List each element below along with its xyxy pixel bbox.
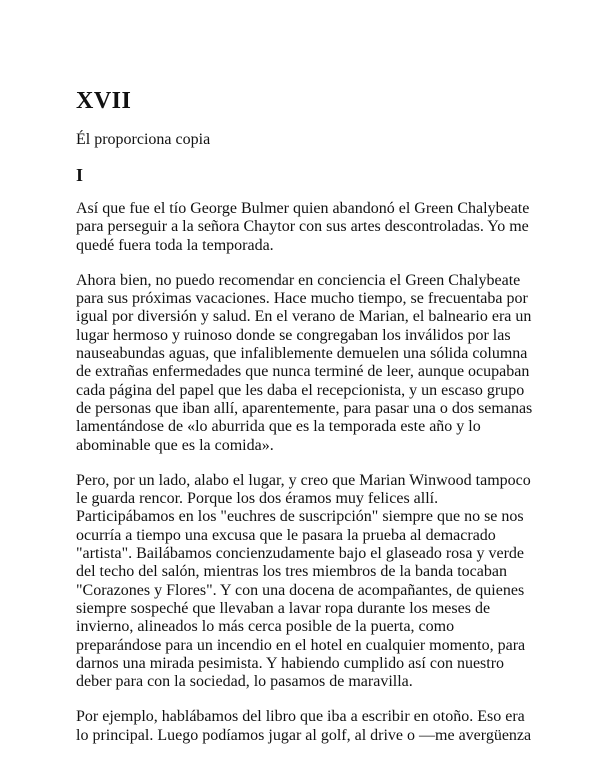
paragraph: Pero, por un lado, alabo el lugar, y creo que Marian Winwood tampoco le guarda rencor. Porque los dos éramos muy felices allí. Participábamos en los "euchres de suscripción" siempre que no se nos ocurría a tiempo una excusa que le pasara la prueba al demacrado "artista". Bailábamos concienzudamente bajo el glaseado rosa y verde del techo del salón, mientras los tres miembros de la banda tocaban "Corazones y Flores". Y con una docena de acompañantes, de quienes siempre sospeché que llevaban a lavar ropa durante los meses de invierno, alineados lo más cerca posible de la puerta, como preparándose para un incendio en el hotel en cualquier momento, para darnos una mirada pesimista. Y habiendo cumplido así con nuestro deber para con la sociedad, lo pasamos de maravilla. [76,471,531,691]
paragraph: Por ejemplo, hablábamos del libro que iba a escribir en otoño. Eso era lo principal. Luego podíamos jugar al golf, al drive o —me avergüenza [76,708,532,744]
section-number: I [76,165,84,185]
paragraph: Así que fue el tío George Bulmer quien abandonó el Green Chalybeate para perseguir a la señora Chaytor con sus artes descontroladas. Yo me quedé fuera toda la temporada. [76,200,530,254]
body-text [76,200,536,762]
chapter-number: XVII [76,88,132,114]
paragraph: Ahora bien, no puedo recomendar en conciencia el Green Chalybeate para sus próximas vacaciones. Hace mucho tiempo, se frecuentaba por igual por diversión y salud. En el verano de Marian, el balneario era un lugar hermoso y ruinoso donde se congregaban los inválidos por las nauseabundas aguas, que infaliblemente demuelen una sólida columna de extrañas enfermedades que nunca terminé de leer, aunque ocupaban cada página del papel que les daba el recepcionista, y un escaso grupo de personas que iban allí, aparentemente, para pasar una o dos semanas lamentándose de «lo aburrida que es la temporada este año y lo abominable que es la comida». [76,271,533,454]
chapter-subtitle: Él proporciona copia [76,131,211,148]
